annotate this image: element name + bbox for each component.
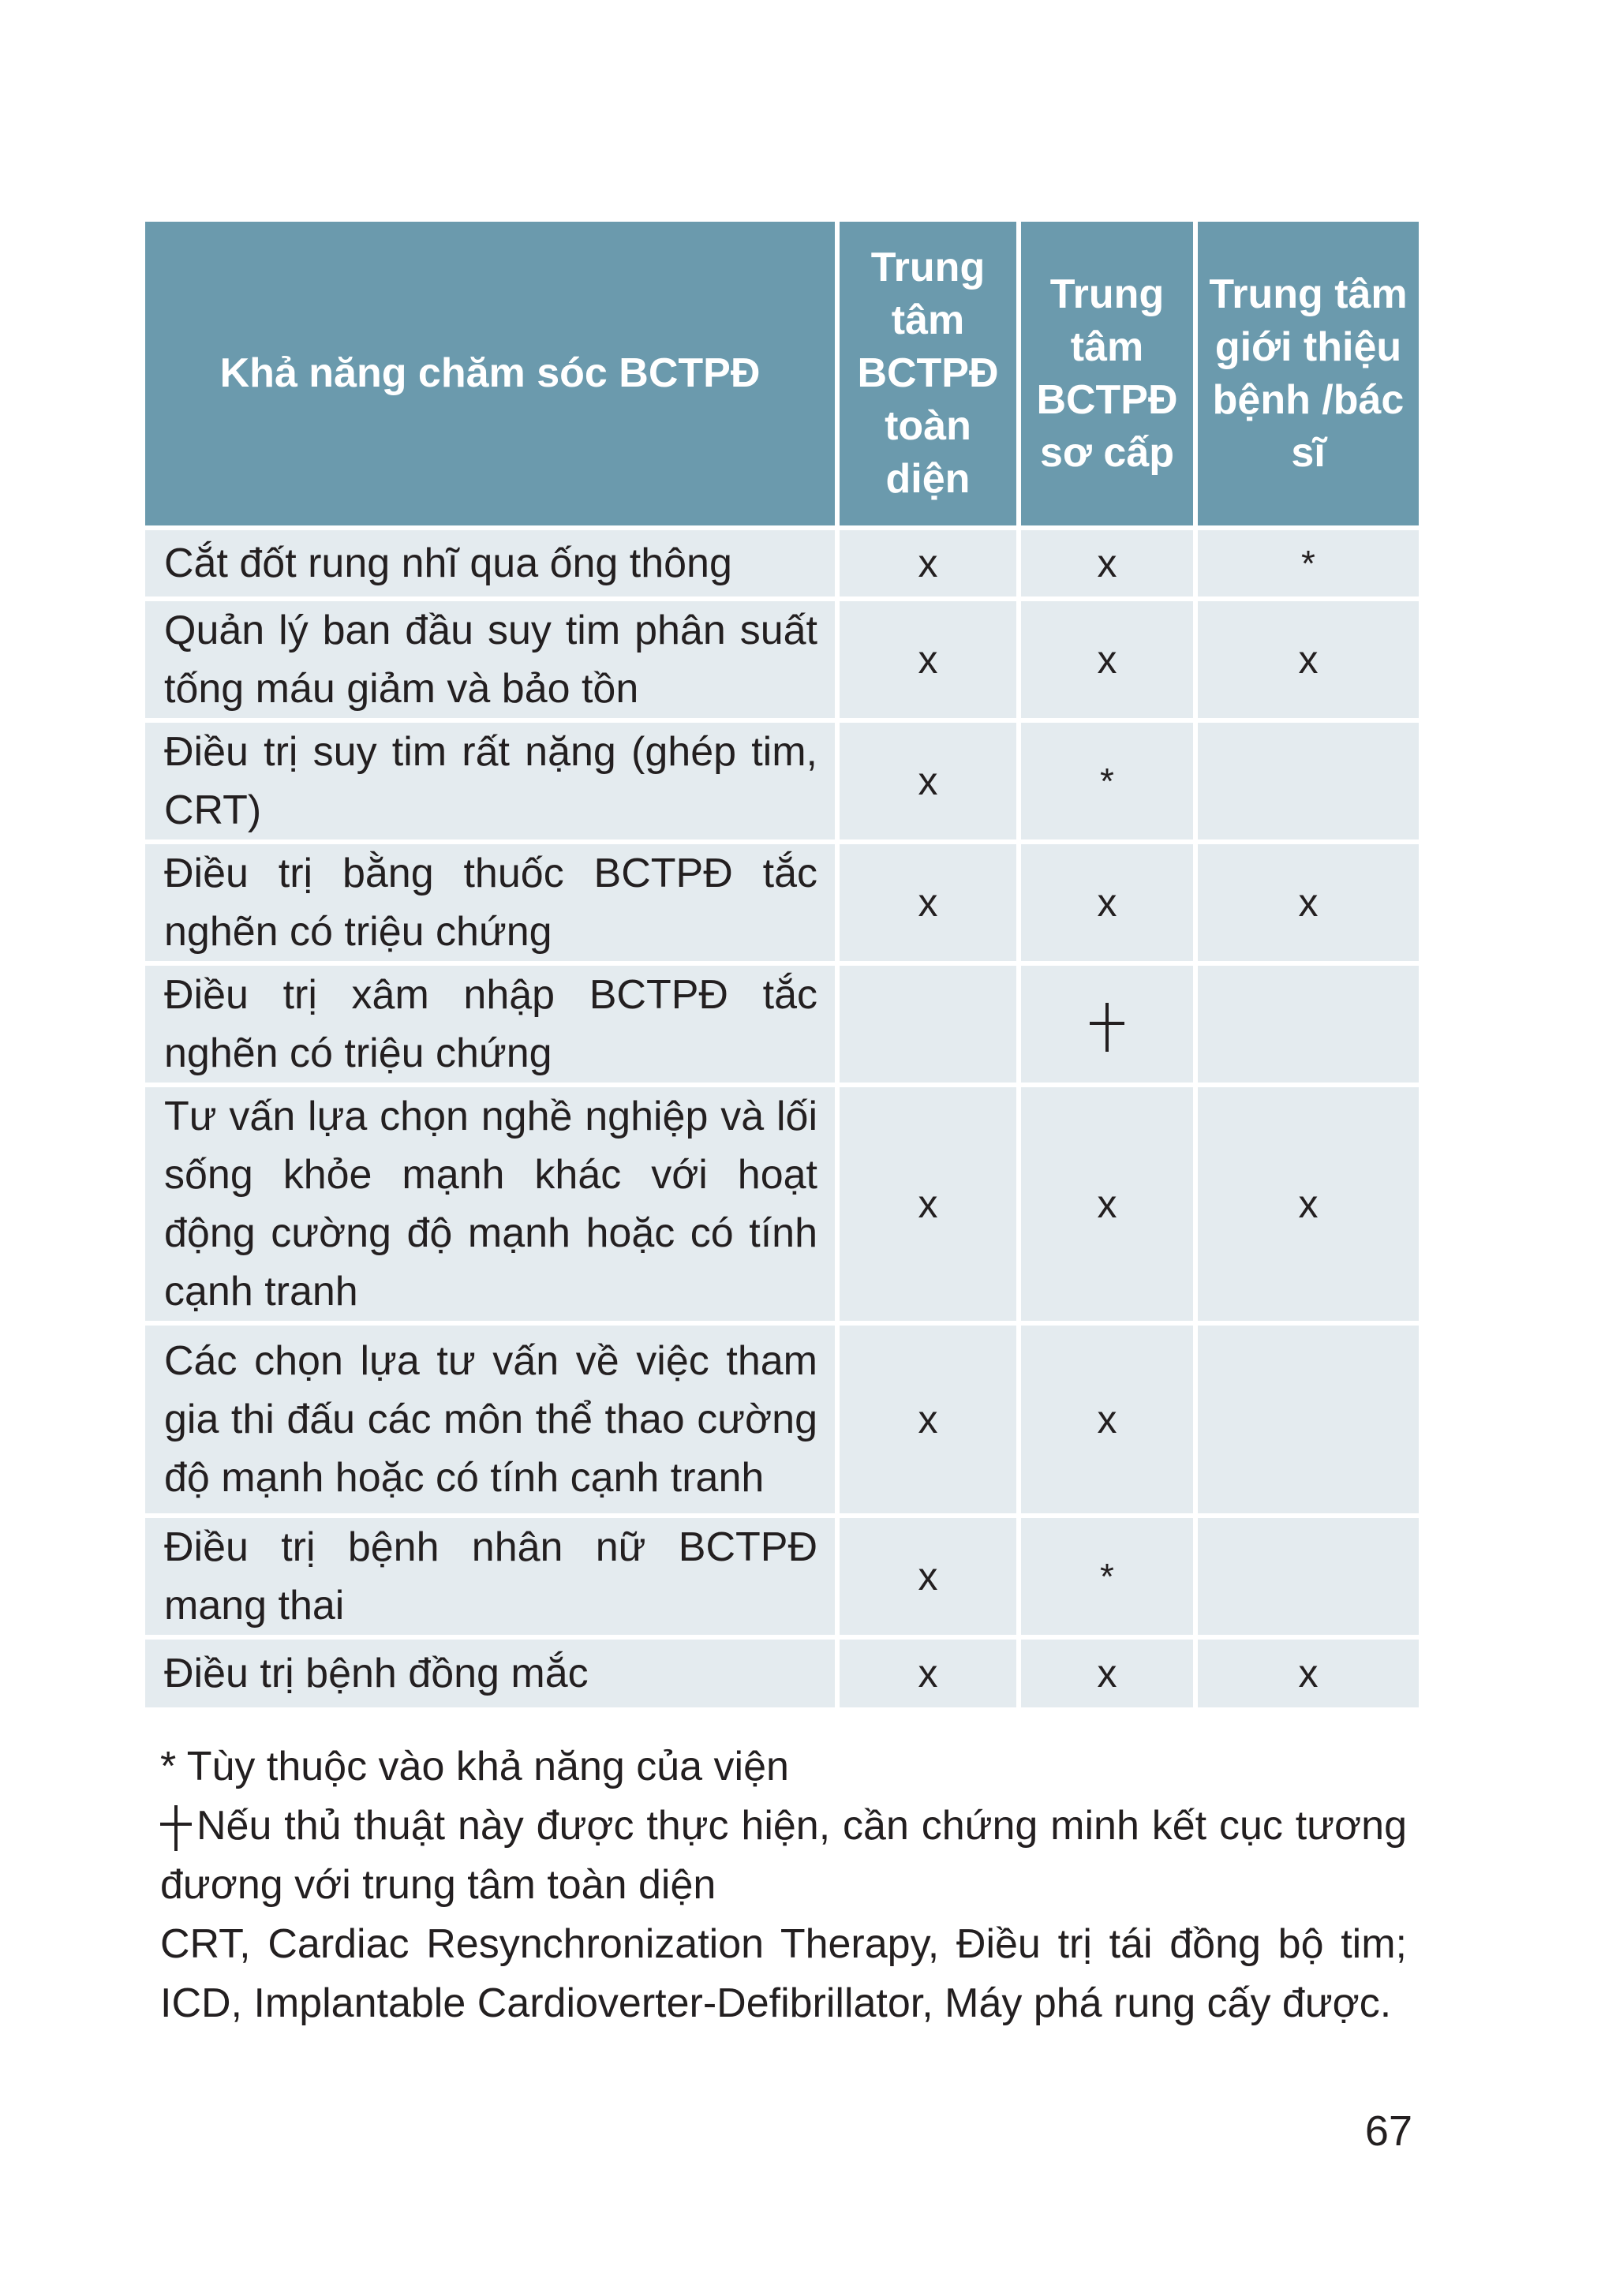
table-row	[143, 1637, 1421, 1710]
capability-cell: Điều trị bệnh đồng mắc	[143, 1637, 837, 1710]
capability-cell: Điều trị xâm nhập BCTPĐ tắc nghẽn có triệu chứng	[143, 963, 837, 1085]
header-referral-center: Trung tâm giới thiệu bệnh /bác sĩ	[1195, 219, 1421, 528]
capability-cell: Điều trị bằng thuốc BCTPĐ tắc nghẽn có triệu chứng	[143, 842, 837, 963]
primary-mark-cell: *	[1019, 720, 1195, 842]
table-row	[143, 528, 1421, 599]
footnote-asterisk: * Tùy thuộc vào khả năng của viện	[160, 1744, 789, 1789]
footnote-abbreviations: CRT, Cardiac Resynchronization Therapy, Điều trị tái đồng bộ tim; ICD, Implantable Cardioverter-Defibrillator, Máy phá rung cấy được.	[160, 1921, 1407, 2026]
comprehensive-mark-cell: x	[837, 842, 1019, 963]
primary-mark-cell: x	[1019, 599, 1195, 720]
referral-mark-cell: x	[1195, 1637, 1421, 1710]
header-capability: Khả năng chăm sóc BCTPĐ	[143, 219, 837, 528]
comprehensive-mark-cell: x	[837, 1637, 1019, 1710]
comprehensive-mark-cell: x	[837, 720, 1019, 842]
dagger-icon	[160, 1805, 192, 1851]
capability-cell: Các chọn lựa tư vấn về việc tham gia thi đấu các môn thể thao cường độ mạnh hoặc có tính cạnh tranh	[143, 1323, 837, 1516]
referral-mark-cell	[1195, 963, 1421, 1085]
care-capability-table	[140, 217, 1423, 1712]
primary-mark-cell: x	[1019, 842, 1195, 963]
referral-mark-cell	[1195, 1516, 1421, 1637]
comprehensive-mark-cell: x	[837, 1323, 1019, 1516]
primary-mark-cell	[1019, 963, 1195, 1085]
referral-mark-cell: x	[1195, 599, 1421, 720]
table-row	[143, 842, 1421, 963]
table-header-row	[143, 219, 1421, 528]
referral-mark-cell: x	[1195, 1085, 1421, 1323]
referral-mark-cell	[1195, 720, 1421, 842]
primary-mark-cell: x	[1019, 1323, 1195, 1516]
referral-mark-cell: *	[1195, 528, 1421, 599]
capability-cell: Điều trị suy tim rất nặng (ghép tim, CRT)	[143, 720, 837, 842]
header-comprehensive-center: Trung tâm BCTPĐ toàn diện	[837, 219, 1019, 528]
capability-cell: Tư vấn lựa chọn nghề nghiệp và lối sống khỏe mạnh khác với hoạt động cường độ mạnh hoặc có tính cạnh tranh	[143, 1085, 837, 1323]
referral-mark-cell	[1195, 1323, 1421, 1516]
table-row	[143, 1516, 1421, 1637]
page-number: 67	[1364, 2107, 1412, 2155]
capability-cell: Điều trị bệnh nhân nữ BCTPĐ mang thai	[143, 1516, 837, 1637]
primary-mark-cell: x	[1019, 1085, 1195, 1323]
primary-mark-cell: *	[1019, 1516, 1195, 1637]
referral-mark-cell: x	[1195, 842, 1421, 963]
table-row	[143, 1085, 1421, 1323]
primary-mark-cell: x	[1019, 1637, 1195, 1710]
table-row	[143, 963, 1421, 1085]
comprehensive-mark-cell: x	[837, 1516, 1019, 1637]
capability-cell: Cắt đốt rung nhĩ qua ống thông	[143, 528, 837, 599]
footnote-dagger-text: Nếu thủ thuật này được thực hiện, cần chứng minh kết cục tương đương với trung tâm toàn diện	[160, 1803, 1407, 1908]
comprehensive-mark-cell	[837, 963, 1019, 1085]
header-primary-center: Trung tâm BCTPĐ sơ cấp	[1019, 219, 1195, 528]
comprehensive-mark-cell: x	[837, 528, 1019, 599]
table-footnotes	[160, 1737, 1407, 2033]
capability-cell: Quản lý ban đầu suy tim phân suất tống máu giảm và bảo tồn	[143, 599, 837, 720]
primary-mark-cell: x	[1019, 528, 1195, 599]
dagger-icon	[1090, 1003, 1124, 1052]
comprehensive-mark-cell: x	[837, 599, 1019, 720]
table-row	[143, 720, 1421, 842]
comprehensive-mark-cell: x	[837, 1085, 1019, 1323]
table-row	[143, 1323, 1421, 1516]
footnote-dagger	[160, 1797, 1407, 1915]
table-row	[143, 599, 1421, 720]
